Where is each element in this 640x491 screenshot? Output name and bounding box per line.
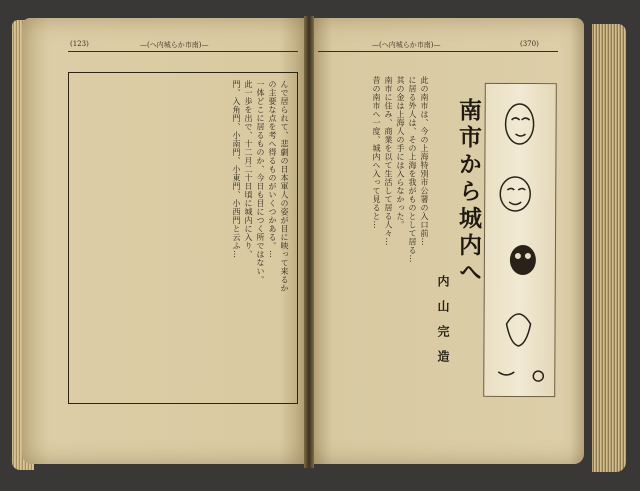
masks-icon <box>484 84 556 396</box>
book-gutter <box>304 16 314 468</box>
right-page-number: (370) <box>520 40 539 48</box>
right-line-2: に居る外人は、その上海を我がものとして居る… <box>408 76 417 263</box>
right-line-4: 南市に住み、商業を以て生活して居る人々… <box>384 76 393 246</box>
left-page-number: (123) <box>70 40 89 48</box>
article-title: 南市から城内へ <box>455 98 482 287</box>
left-line-3: 一体どこに居るものか、今日も目につく所ではない。 <box>256 80 265 284</box>
masks-illustration <box>483 83 557 397</box>
right-header-rule <box>318 51 558 52</box>
left-body-text <box>76 80 290 396</box>
left-line-4: 此一歩を出で、十二月二十日頃に城内に入り、 <box>244 80 253 259</box>
right-page-edges <box>592 24 626 472</box>
right-line-1: 此の南市は、今の上海特別市公署の入口前… <box>420 76 429 246</box>
article-author: 内山完造 <box>436 275 450 375</box>
right-running-head: —(へ内城らか市南)— <box>372 41 441 49</box>
left-running-head: —(へ内城らか市南)— <box>140 41 209 49</box>
left-line-5: 門、入角門、小南門、小東門、小西門と云ふ… <box>232 80 241 259</box>
right-line-3: 其の金は上海人の手には入らなかった。 <box>396 76 405 229</box>
left-header-rule <box>68 51 298 52</box>
right-body-text <box>320 76 430 436</box>
right-line-5: 昔の南市へ一度、城内へ入って見ると… <box>372 76 381 229</box>
left-line-1: んで居られて、悲劇の日本軍人の姿が目に映って来るか <box>280 80 289 293</box>
left-line-2: の主要な点を考へ得るものがいくつかある。… <box>268 80 277 259</box>
